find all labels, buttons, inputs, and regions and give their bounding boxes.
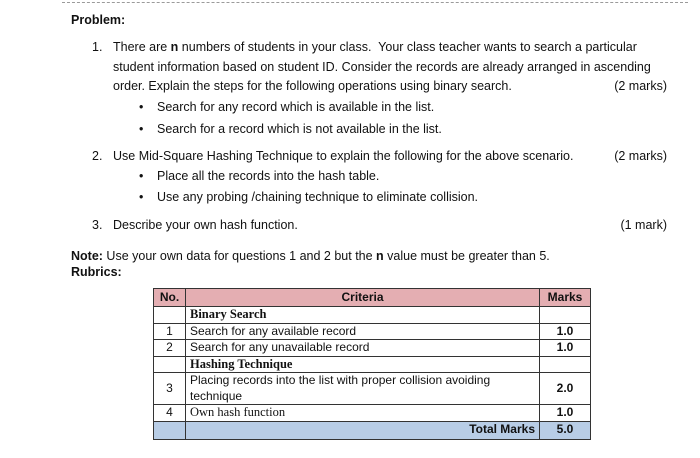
row-marks: 1.0	[540, 323, 591, 340]
row-no: 2	[154, 340, 186, 357]
rubrics-label: Rubrics:	[71, 265, 122, 279]
bullet-icon: •	[139, 100, 144, 114]
note-label: Note:	[71, 249, 103, 263]
question-1-bullet-1	[139, 98, 434, 117]
table-row	[154, 340, 591, 357]
question-1-line-3: order. Explain the steps for the following operations using binary search.	[113, 79, 512, 93]
question-2-number: 2.	[92, 149, 103, 163]
header-marks: Marks	[540, 289, 591, 307]
row-no: 1	[154, 323, 186, 340]
row-criteria	[186, 373, 540, 405]
question-2-bullet-2	[139, 188, 478, 207]
note-text-after: value must be greater than 5.	[383, 249, 550, 263]
question-2-marks: (2 marks)	[614, 149, 667, 163]
bullet-text: Search for any record which is available in the list.	[157, 100, 435, 114]
header-no: No.	[154, 289, 186, 307]
question-3-line: Describe your own hash function.	[113, 218, 298, 232]
section-binary-search: Binary Search	[186, 307, 540, 324]
row-marks: 1.0	[540, 340, 591, 357]
bullet-icon: •	[139, 122, 144, 136]
row-criteria-line-1: Placing records into the list with proper collision avoiding	[190, 373, 491, 387]
table-row	[154, 405, 591, 422]
question-1-number: 1.	[92, 40, 103, 54]
table-row	[154, 373, 591, 405]
section-hashing-technique: Hashing Technique	[186, 356, 540, 373]
table-row	[154, 323, 591, 340]
bullet-icon: •	[139, 169, 144, 183]
row-criteria: Search for any available record	[186, 323, 540, 340]
table-header-row	[154, 289, 591, 307]
row-criteria: Search for any unavailable record	[186, 340, 540, 357]
row-no: 3	[154, 373, 186, 405]
question-1-line-1: There are n numbers of students in your class. Your class teacher wants to search a particular	[113, 40, 637, 54]
bullet-text: Use any probing /chaining technique to eliminate collision.	[157, 190, 479, 204]
bullet-text: Search for a record which is not available in the list.	[157, 122, 442, 136]
total-label: Total Marks	[186, 421, 540, 439]
row-no: 4	[154, 405, 186, 422]
question-1-marks: (2 marks)	[614, 79, 667, 93]
top-dashed-border	[62, 2, 688, 3]
total-marks: 5.0	[540, 421, 591, 439]
row-marks: 2.0	[540, 373, 591, 405]
bullet-icon: •	[139, 190, 144, 204]
question-3-number: 3.	[92, 218, 103, 232]
row-criteria: Own hash function	[186, 405, 540, 422]
total-row	[154, 421, 591, 439]
question-3-marks: (1 mark)	[620, 218, 667, 232]
header-criteria: Criteria	[186, 289, 540, 307]
bullet-text: Place all the records into the hash table.	[157, 169, 380, 183]
problem-title: Problem:	[71, 13, 126, 27]
rubric-table	[153, 288, 591, 440]
section-row	[154, 356, 591, 373]
question-2-line: Use Mid-Square Hashing Technique to explain the following for the above scenario.	[113, 149, 574, 163]
question-1	[92, 38, 667, 97]
question-2	[92, 147, 667, 167]
row-marks: 1.0	[540, 405, 591, 422]
row-criteria-line-2: technique	[190, 388, 243, 403]
note-n: n	[376, 249, 384, 263]
question-1-line-2: student information based on student ID. Consider the records are already arranged in ascending	[113, 59, 651, 74]
note	[71, 248, 550, 265]
question-2-bullet-1	[139, 167, 379, 186]
question-1-bullet-2	[139, 120, 442, 139]
section-row	[154, 307, 591, 324]
note-text-before: Use your own data for questions 1 and 2 but the	[102, 249, 377, 263]
question-3	[92, 216, 667, 236]
